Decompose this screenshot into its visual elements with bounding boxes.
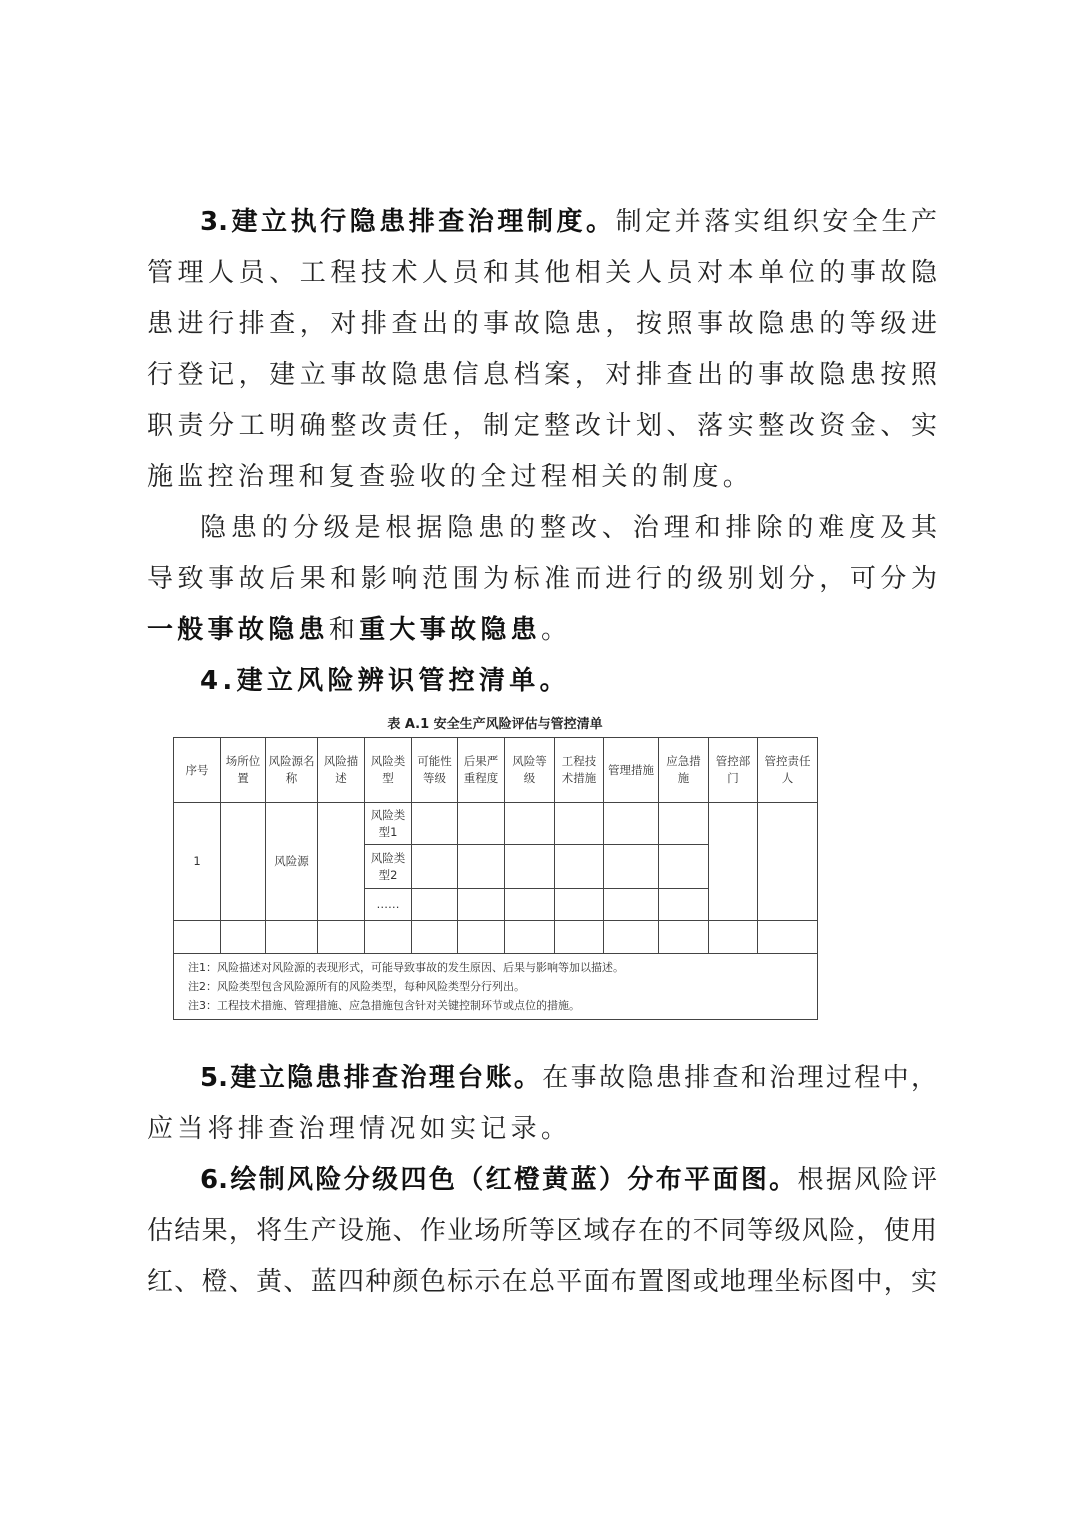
bold-text: 一般事故隐患 bbox=[147, 615, 329, 645]
text-line bbox=[200, 202, 937, 242]
text: 职责分工明确整改责任，制定整改计划、落实整改资金、实 bbox=[147, 411, 937, 441]
text: 和 bbox=[328, 615, 360, 645]
risk-control-table bbox=[173, 737, 818, 1020]
table-row bbox=[174, 803, 818, 845]
bold-text: 3.建立执行隐患排查治理制度。 bbox=[200, 207, 616, 237]
note: 注2：风险类型包含风险源所有的风险类型，每种风险类型分行列出。 bbox=[188, 980, 525, 993]
table-row-empty bbox=[174, 921, 818, 954]
cell bbox=[221, 803, 266, 921]
header-cell: 场所位置 bbox=[221, 738, 266, 803]
header-cell: 序号 bbox=[174, 738, 221, 803]
bold-text: 5.建立隐患排查治理台账。 bbox=[200, 1063, 543, 1093]
header-cell: 管理措施 bbox=[604, 738, 659, 803]
header-cell: 工程技术措施 bbox=[555, 738, 604, 803]
note: 注3：工程技术措施、管理措施、应急措施包含针对关键控制环节或点位的措施。 bbox=[188, 999, 580, 1012]
note: 注1：风险描述对风险源的表现形式，可能导致事故的发生原因、后果与影响等加以描述。 bbox=[188, 961, 624, 974]
cell bbox=[709, 803, 758, 921]
text-line bbox=[147, 355, 937, 395]
text-line bbox=[200, 661, 937, 701]
header-cell: 风险描述 bbox=[318, 738, 365, 803]
text: 患进行排查，对排查出的事故隐患，按照事故隐患的等级进 bbox=[147, 309, 937, 339]
text: 估结果，将生产设施、作业场所等区域存在的不同等级风险，使用 bbox=[147, 1216, 937, 1246]
risk-type: 风险类型1 bbox=[365, 803, 412, 845]
text-line bbox=[147, 1262, 937, 1302]
header-cell: 后果严重程度 bbox=[458, 738, 505, 803]
text: 在事故隐患排查和治理过程中， bbox=[542, 1063, 937, 1093]
text-line bbox=[200, 1160, 937, 1200]
text: 应当将排查治理情况如实记录。 bbox=[147, 1114, 572, 1144]
header-cell: 应急措施 bbox=[659, 738, 709, 803]
risk-type: 风险类型2 bbox=[365, 845, 412, 889]
bold-text: 重大事故隐患 bbox=[359, 615, 541, 645]
text: 导致事故后果和影响范围为标准而进行的级别划分，可分为 bbox=[147, 564, 937, 594]
header-cell: 管控部门 bbox=[709, 738, 758, 803]
header-cell: 可能性等级 bbox=[412, 738, 458, 803]
text: 施监控治理和复查验收的全过程相关的制度。 bbox=[147, 462, 754, 492]
text-line bbox=[147, 457, 937, 497]
text-line bbox=[147, 304, 937, 344]
header-cell: 风险源名称 bbox=[266, 738, 318, 803]
header-cell: 风险类型 bbox=[365, 738, 412, 803]
text-line bbox=[200, 508, 937, 548]
text-line bbox=[200, 1058, 937, 1098]
cell bbox=[758, 803, 818, 921]
text-line bbox=[147, 406, 937, 446]
table-header-row bbox=[174, 738, 818, 803]
text-line bbox=[147, 253, 937, 293]
row-number: 1 bbox=[174, 803, 221, 921]
text: 制定并落实组织安全生产 bbox=[615, 207, 937, 237]
table-title: 表 A.1 安全生产风险评估与管控清单 bbox=[387, 717, 603, 732]
bold-text: 6.绘制风险分级四色（红橙黄蓝）分布平面图。 bbox=[200, 1165, 798, 1195]
risk-type: …… bbox=[365, 889, 412, 921]
text: 行登记，建立事故隐患信息档案，对排查出的事故隐患按照 bbox=[147, 360, 937, 390]
text-line bbox=[147, 559, 937, 599]
table-notes bbox=[174, 954, 818, 1020]
risk-source: 风险源 bbox=[266, 803, 318, 921]
text-line bbox=[147, 1109, 937, 1149]
text: 管理人员、工程技术人员和其他相关人员对本单位的事故隐 bbox=[147, 258, 937, 288]
text: 。 bbox=[540, 615, 572, 645]
bold-text: 4.建立风险辨识管控清单。 bbox=[200, 666, 570, 696]
text-line bbox=[147, 1211, 937, 1251]
text-line bbox=[147, 610, 937, 650]
text: 红、橙、黄、蓝四种颜色标示在总平面布置图或地理坐标图中，实 bbox=[147, 1267, 937, 1297]
text: 根据风险评 bbox=[797, 1165, 937, 1195]
cell bbox=[318, 803, 365, 921]
text: 隐患的分级是根据隐患的整改、治理和排除的难度及其 bbox=[200, 513, 937, 543]
header-cell: 风险等级 bbox=[505, 738, 555, 803]
table-notes-row bbox=[174, 954, 818, 1020]
header-cell: 管控责任人 bbox=[758, 738, 818, 803]
